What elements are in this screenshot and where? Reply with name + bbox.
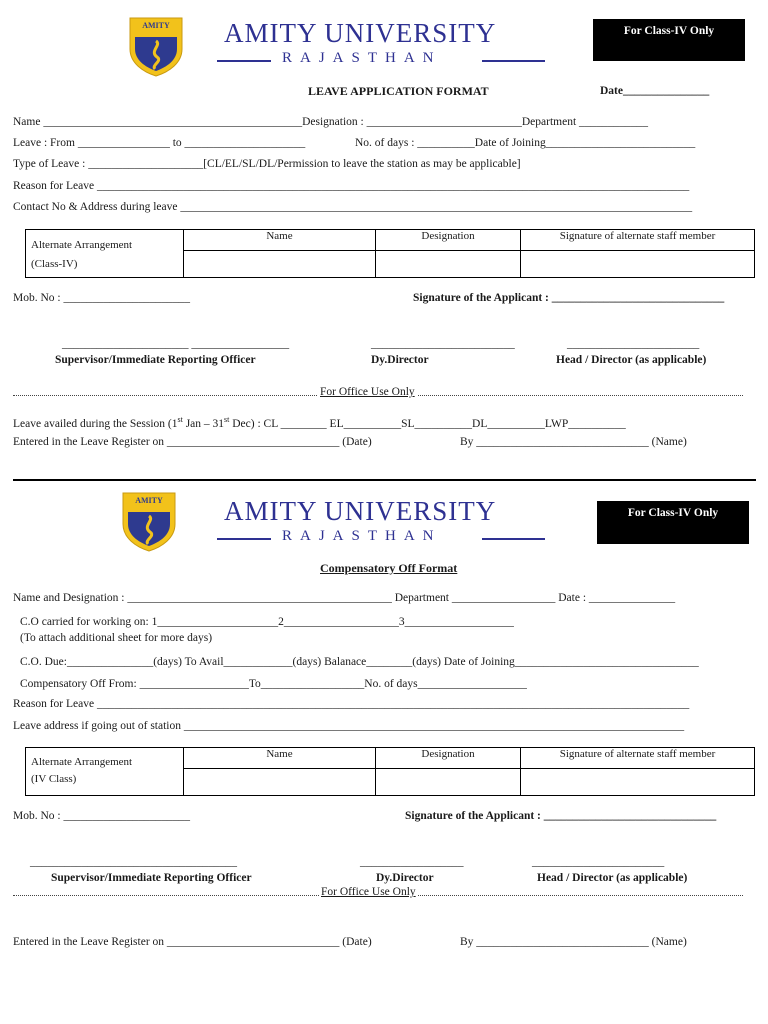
col-designation: Designation xyxy=(376,748,521,769)
supervisor-label: Supervisor/Immediate Reporting Officer xyxy=(55,354,256,366)
form-title: Compensatory Off Format xyxy=(320,561,458,575)
col-signature: Signature of alternate staff member xyxy=(521,748,755,769)
register-entry-line[interactable]: Entered in the Leave Register on ______________________________ (Date) xyxy=(13,936,372,948)
section-separator xyxy=(13,479,756,481)
date-field[interactable]: Date_______________ xyxy=(600,85,710,97)
comp-off-from-line[interactable]: Compensatory Off From: ___________________To__________________No. of days___________________ xyxy=(20,678,527,690)
applicant-signature[interactable]: Signature of the Applicant : ______________________________ xyxy=(405,810,717,822)
title-rule-right xyxy=(482,60,545,62)
leave-from-to-line[interactable]: Leave : From ________________ to _____________________ xyxy=(13,137,306,149)
head-sign-line[interactable]: _______________________ xyxy=(532,856,665,868)
contact-address-line[interactable]: Contact No & Address during leave _________________________________________________________________________________________ xyxy=(13,201,693,213)
register-by-line[interactable]: By ______________________________ (Name) xyxy=(460,936,687,948)
col-designation: Designation xyxy=(376,230,521,251)
register-by-line[interactable]: By ______________________________ (Name) xyxy=(460,436,687,448)
alt-name-cell[interactable] xyxy=(184,769,376,796)
alternate-arrangement-label: Alternate Arrangement (IV Class) xyxy=(26,748,184,796)
mobile-field[interactable]: Mob. No : ______________________ xyxy=(13,292,190,304)
alt-signature-cell[interactable] xyxy=(521,251,755,278)
supervisor-sign-line[interactable]: ____________________________________ xyxy=(30,856,237,868)
supervisor-sign-line[interactable]: ______________________ _________________ xyxy=(62,338,290,350)
title-rule-left xyxy=(217,538,271,540)
dy-director-sign-line[interactable]: _________________________ xyxy=(371,338,515,350)
reason-line[interactable]: Reason for Leave _______________________________________________________________________________________________________ xyxy=(13,698,690,710)
university-name: AMITY UNIVERSITY xyxy=(224,18,497,48)
dy-director-sign-line[interactable]: __________________ xyxy=(360,856,464,868)
name-designation-department-line[interactable]: Name and Designation : ______________________________________________ Department __________________ Date : _______________ xyxy=(13,592,676,604)
alt-name-cell[interactable] xyxy=(184,251,376,278)
svg-text:AMITY: AMITY xyxy=(135,496,163,505)
alternate-arrangement-label: Alternate Arrangement (Class-IV) xyxy=(26,230,184,278)
university-name: AMITY UNIVERSITY xyxy=(224,496,497,526)
class-iv-badge: For Class-IV Only xyxy=(593,19,745,61)
attach-sheet-note: (To attach additional sheet for more days) xyxy=(20,632,213,644)
class-iv-badge: For Class-IV Only xyxy=(597,501,749,544)
reason-line[interactable]: Reason for Leave _______________________________________________________________________________________________________ xyxy=(13,180,690,192)
alt-signature-cell[interactable] xyxy=(521,769,755,796)
days-joining-line[interactable]: No. of days : __________Date of Joining__________________________ xyxy=(355,137,696,149)
alternate-arrangement-table xyxy=(25,229,755,278)
col-signature: Signature of alternate staff member xyxy=(521,230,755,251)
dy-director-label: Dy.Director xyxy=(371,354,429,366)
alt-designation-cell[interactable] xyxy=(376,769,521,796)
col-name: Name xyxy=(184,748,376,769)
co-due-line[interactable]: C.O. Due:_______________(days) To Avail____________(days) Balanace________(days) Date of Joining________________________________ xyxy=(20,656,699,668)
title-rule-left xyxy=(217,60,271,62)
office-use-label: For Office Use Only xyxy=(320,386,415,398)
alt-designation-cell[interactable] xyxy=(376,251,521,278)
supervisor-label: Supervisor/Immediate Reporting Officer xyxy=(51,872,252,884)
leave-availed-line[interactable]: Leave availed during the Session (1st Jan – 31st Dec) : CL ________ EL__________SL__________DL__________LWP__________ xyxy=(13,415,626,430)
office-use-label: For Office Use Only xyxy=(321,886,416,898)
dy-director-label: Dy.Director xyxy=(376,872,434,884)
co-carried-line[interactable]: C.O carried for working on: 1_____________________2____________________3___________________ xyxy=(20,616,514,628)
col-name: Name xyxy=(184,230,376,251)
name-designation-department-line[interactable]: Name _____________________________________________Designation : ___________________________Department ____________ xyxy=(13,116,649,128)
form-title: LEAVE APPLICATION FORMAT xyxy=(308,84,489,98)
head-sign-line[interactable]: _______________________ xyxy=(567,338,700,350)
register-entry-line[interactable]: Entered in the Leave Register on ______________________________ (Date) xyxy=(13,436,372,448)
title-rule-right xyxy=(482,538,545,540)
mobile-field[interactable]: Mob. No : ______________________ xyxy=(13,810,190,822)
amity-logo xyxy=(127,15,185,77)
svg-text:AMITY: AMITY xyxy=(142,21,170,30)
head-label: Head / Director (as applicable) xyxy=(556,354,707,366)
applicant-signature[interactable]: Signature of the Applicant : ______________________________ xyxy=(413,292,725,304)
university-campus: RAJASTHAN xyxy=(282,528,442,544)
alternate-arrangement-table xyxy=(25,747,755,796)
university-campus: RAJASTHAN xyxy=(282,50,442,66)
leave-address-line[interactable]: Leave address if going out of station _______________________________________________________________________________________ xyxy=(13,720,685,732)
head-label: Head / Director (as applicable) xyxy=(537,872,688,884)
type-of-leave-line[interactable]: Type of Leave : ____________________[CL/EL/SL/DL/Permission to leave the station as may be applicable] xyxy=(13,158,521,170)
amity-logo xyxy=(120,490,178,552)
